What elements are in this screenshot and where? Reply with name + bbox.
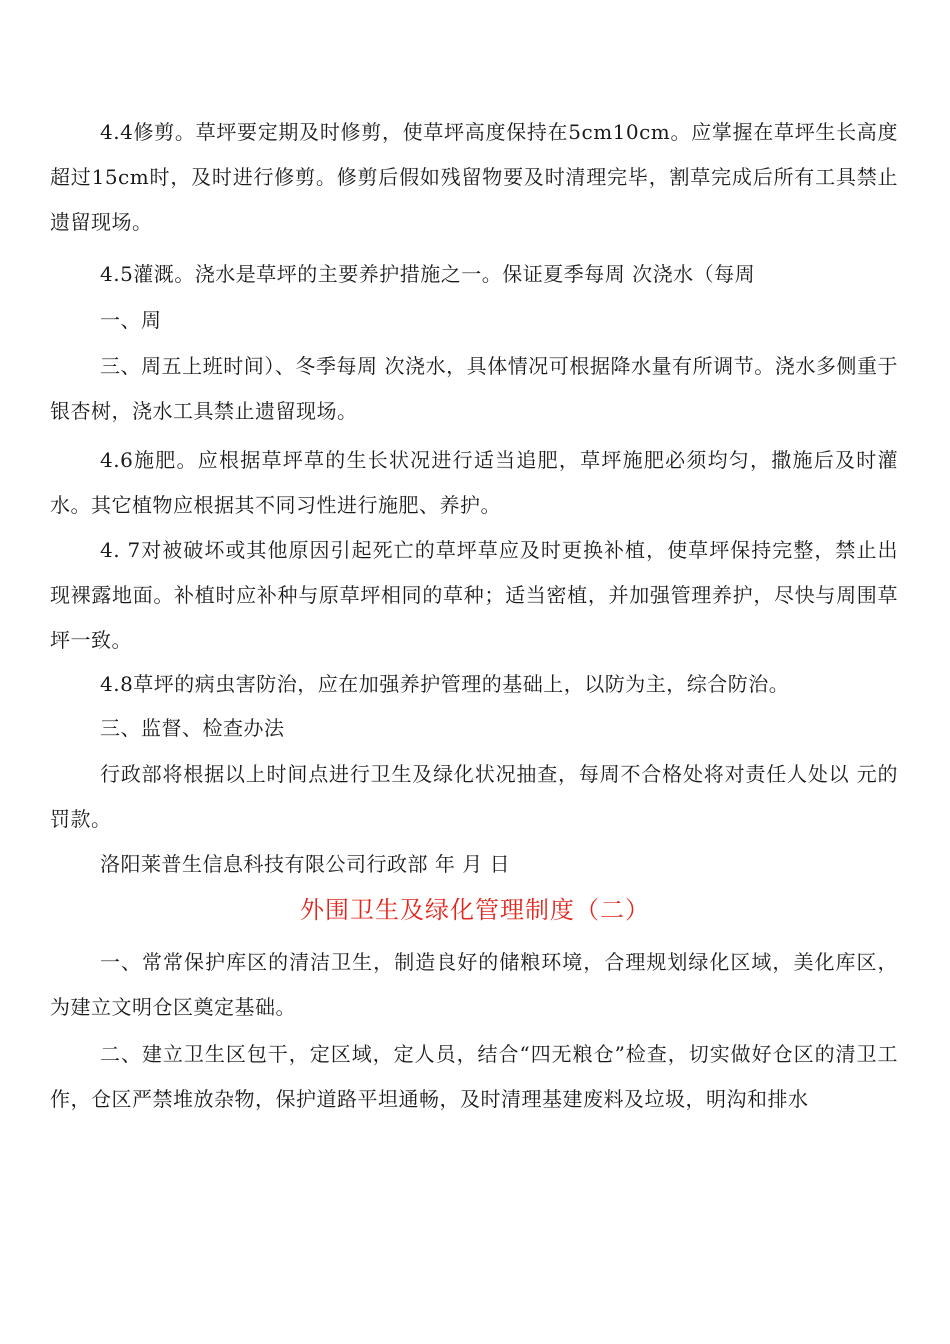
paragraph-week-fragment: 一、周 (100, 308, 162, 332)
paragraph-watering-schedule: 三、周五上班时间）、冬季每周 次浇水，具体情况可根据降水量有所调节。浇水多侧重于银杏树，浇水工具禁止遗留现场。 (50, 354, 898, 423)
paragraph-penalty: 行政部将根据以上时间点进行卫生及绿化状况抽查，每周不合格处将对责任人处以 元的罚款。 (50, 762, 898, 831)
paragraph-4-4-trimming: 4.4修剪。草坪要定期及时修剪，使草坪高度保持在5cm10cm。应掌握在草坪生长高度超过15cm时，及时进行修剪。修剪后假如残留物要及时清理完毕，割草完成后所有工具禁止遗留现场。 (50, 120, 898, 234)
paragraph-4-6-fertilizing: 4.6施肥。应根据草坪草的生长状况进行适当追肥，草坪施肥必须均匀，撒施后及时灌水。其它植物应根据其不同习性进行施肥、养护。 (50, 448, 898, 517)
section-title: 外围卫生及绿化管理制度（二） (300, 896, 650, 924)
paragraph-4-5-irrigation: 4.5灌溉。浇水是草坪的主要养护措施之一。保证夏季每周 次浇水（每周 (100, 262, 756, 286)
paragraph-4-8-pest-control: 4.8草坪的病虫害防治，应在加强养护管理的基础上，以防为主，综合防治。 (100, 672, 790, 696)
paragraph-4-7-replanting: 4. 7对被破坏或其他原因引起死亡的草坪草应及时更换补植，使草坪保持完整，禁止出现裸露地面。补植时应补种与原草坪相同的草种；适当密植，并加强管理养护，尽快与周围草坪一致。 (50, 538, 898, 652)
heading-supervision-inspection: 三、监督、检查办法 (100, 716, 285, 740)
paragraph-clause-two: 二、建立卫生区包干，定区域，定人员，结合“四无粮仓”检查，切实做好仓区的清卫工作，仓区严禁堆放杂物，保护道路平坦通畅，及时清理基建废料及垃圾，明沟和排水 (50, 1042, 898, 1111)
paragraph-clause-one: 一、常常保护库区的清洁卫生，制造良好的储粮环境，合理规划绿化区域，美化库区，为建立文明仓区奠定基础。 (50, 950, 898, 1019)
signature-line: 洛阳莱普生信息科技有限公司行政部 年 月 日 (100, 852, 511, 876)
